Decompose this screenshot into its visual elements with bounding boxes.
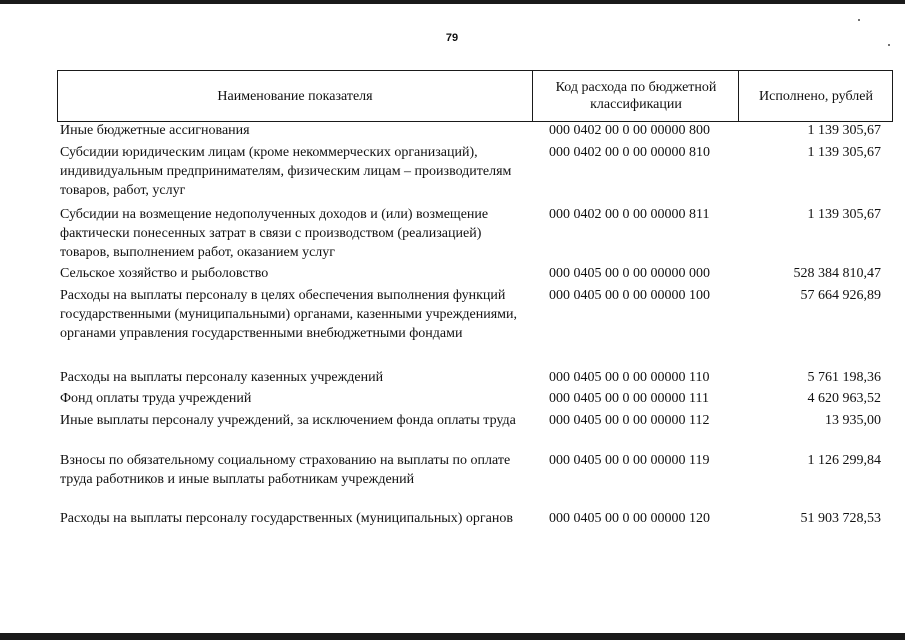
row-name: Взносы по обязательному социальному страхованию на выплаты по оплате труда работников и иные выплаты работникам учреждений bbox=[60, 453, 511, 487]
row-amount: 528 384 810,47 bbox=[793, 266, 881, 281]
row-amount: 1 126 299,84 bbox=[807, 453, 881, 468]
row-name: Иные выплаты персоналу учреждений, за исключением фонда оплаты труда bbox=[60, 413, 516, 428]
header-name: Наименование показателя bbox=[217, 88, 373, 104]
header-code: Код расхода по бюджетной классификации bbox=[532, 71, 739, 121]
row-code: 000 0405 00 0 00 00000 100 bbox=[549, 288, 710, 303]
row-name: Расходы на выплаты персоналу казенных учреждений bbox=[60, 370, 384, 385]
row-amount: 13 935,00 bbox=[825, 413, 881, 428]
row-amount: 1 139 305,67 bbox=[807, 207, 881, 222]
row-amount: 4 620 963,52 bbox=[807, 391, 881, 406]
row-code: 000 0402 00 0 00 00000 800 bbox=[549, 123, 710, 138]
header-amount: Исполнено, рублей bbox=[738, 71, 893, 121]
row-name: Субсидии на возмещение недополученных доходов и (или) возмещение фактически понесенных затрат в связи с производством (реализацией) товаров, выполнением работ, оказанием услуг bbox=[60, 207, 489, 260]
row-amount: 1 139 305,67 bbox=[807, 145, 881, 160]
row-name: Субсидии юридическим лицам (кроме некоммерческих организаций), индивидуальным предпринимателям, физическим лицам – производителям товаров, работ, услуг bbox=[60, 145, 512, 198]
row-amount: 1 139 305,67 bbox=[807, 123, 881, 138]
row-code: 000 0402 00 0 00 00000 811 bbox=[549, 207, 710, 222]
row-name: Фонд оплаты труда учреждений bbox=[60, 391, 252, 406]
page-number: 79 bbox=[445, 32, 459, 44]
row-code: 000 0405 00 0 00 00000 112 bbox=[549, 413, 710, 428]
row-code: 000 0405 00 0 00 00000 119 bbox=[549, 453, 710, 468]
row-name: Сельское хозяйство и рыболовство bbox=[60, 266, 269, 281]
row-code: 000 0405 00 0 00 00000 120 bbox=[549, 511, 710, 526]
row-code: 000 0405 00 0 00 00000 111 bbox=[549, 391, 709, 406]
row-name: Иные бюджетные ассигнования bbox=[60, 123, 250, 138]
row-code: 000 0402 00 0 00 00000 810 bbox=[549, 145, 710, 160]
row-code: 000 0405 00 0 00 00000 000 bbox=[549, 266, 710, 281]
row-amount: 5 761 198,36 bbox=[807, 370, 881, 385]
row-amount: 57 664 926,89 bbox=[800, 288, 881, 303]
row-name: Расходы на выплаты персоналу государственных (муниципальных) органов bbox=[60, 511, 513, 526]
row-name: Расходы на выплаты персоналу в целях обеспечения выполнения функций государственными (муниципальными) органами, казенными учреждениями, органами управления государственными внебюджетными фондами bbox=[60, 288, 517, 341]
row-code: 000 0405 00 0 00 00000 110 bbox=[549, 370, 710, 385]
page-bottom-border bbox=[0, 633, 905, 640]
row-amount: 51 903 728,53 bbox=[800, 511, 881, 526]
